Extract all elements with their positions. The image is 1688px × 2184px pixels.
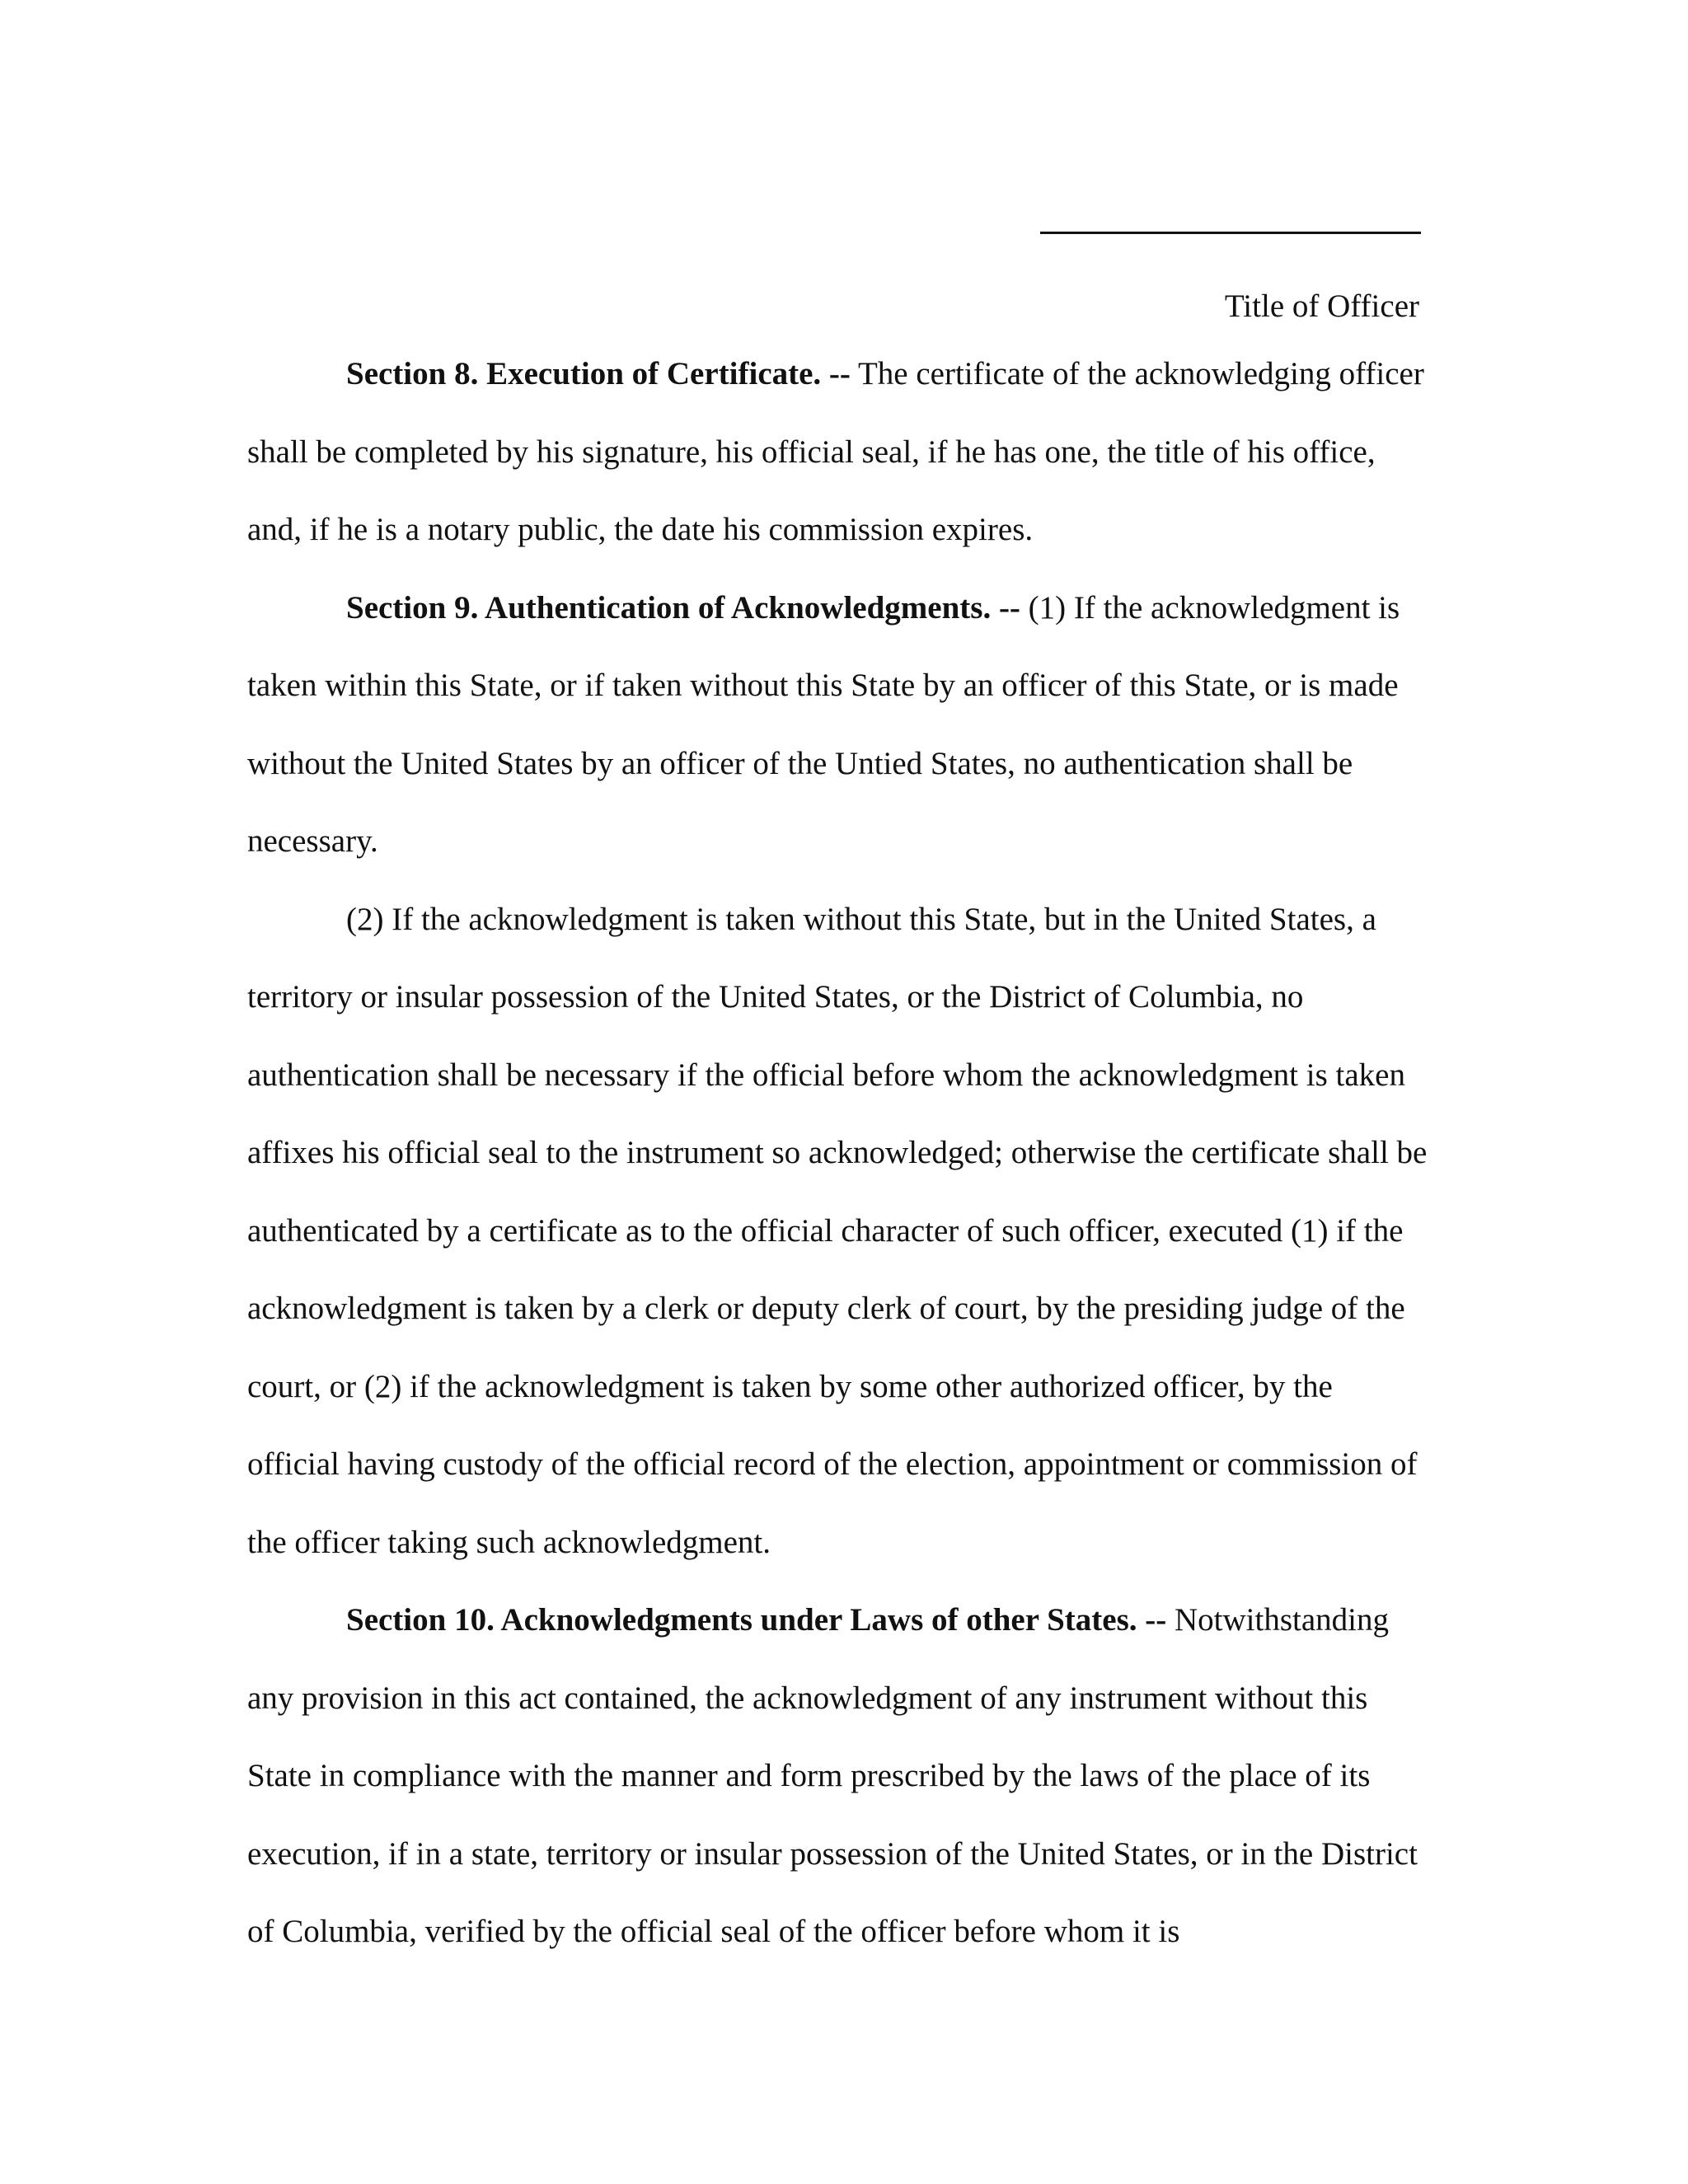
section-10-text: Notwithstanding any provision in this act contained, the acknowledgment of any instrument without this State in compliance with the manner and form prescribed by the laws of the place of its execution, if in a state, territory or insular possession of the United States, or in the District of Columbia, verified by the official seal of the officer before whom it is bbox=[247, 1602, 1418, 1949]
section-10-paragraph bbox=[247, 1582, 1431, 1971]
section-9-heading: Section 9. Authentication of Acknowledgments. -- bbox=[346, 589, 1020, 626]
document-body bbox=[247, 335, 1431, 1971]
section-9-text: (1) If the acknowledgment is taken within this State, or if taken without this State by an officer of this State, or is made without the United States by an officer of the Untied States, no authentication shall be necessary. bbox=[247, 589, 1400, 859]
section-9-continuation-text: (2) If the acknowledgment is taken without this State, but in the United States, a territory or insular possession of the United States, or the District of Columbia, no authentication shall be necessary if the official before whom the acknowledgment is taken affixes his official seal to the instrument so acknowledged; otherwise the certificate shall be authenticated by a certificate as to the official character of such officer, executed (1) if the acknowledgment is taken by a clerk or deputy clerk of court, by the presiding judge of the court, or (2) if the acknowledgment is taken by some other authorized officer, by the official having custody of the official record of the election, appointment or commission of the officer taking such acknowledgment. bbox=[247, 901, 1428, 1560]
section-8-text: The certificate of the acknowledging officer shall be completed by his signature, his official seal, if he has one, the title of his office, and, if he is a notary public, the date his commission expires. bbox=[247, 356, 1424, 547]
section-9-continuation-paragraph bbox=[247, 881, 1431, 1582]
signature-line bbox=[1040, 232, 1421, 234]
section-8-paragraph bbox=[247, 335, 1431, 569]
section-8-heading: Section 8. Execution of Certificate. -- bbox=[346, 356, 851, 391]
section-10-heading: Section 10. Acknowledgments under Laws of other States. -- bbox=[346, 1602, 1167, 1638]
officer-title-label: Title of Officer bbox=[1224, 288, 1419, 324]
section-9-paragraph bbox=[247, 569, 1431, 881]
